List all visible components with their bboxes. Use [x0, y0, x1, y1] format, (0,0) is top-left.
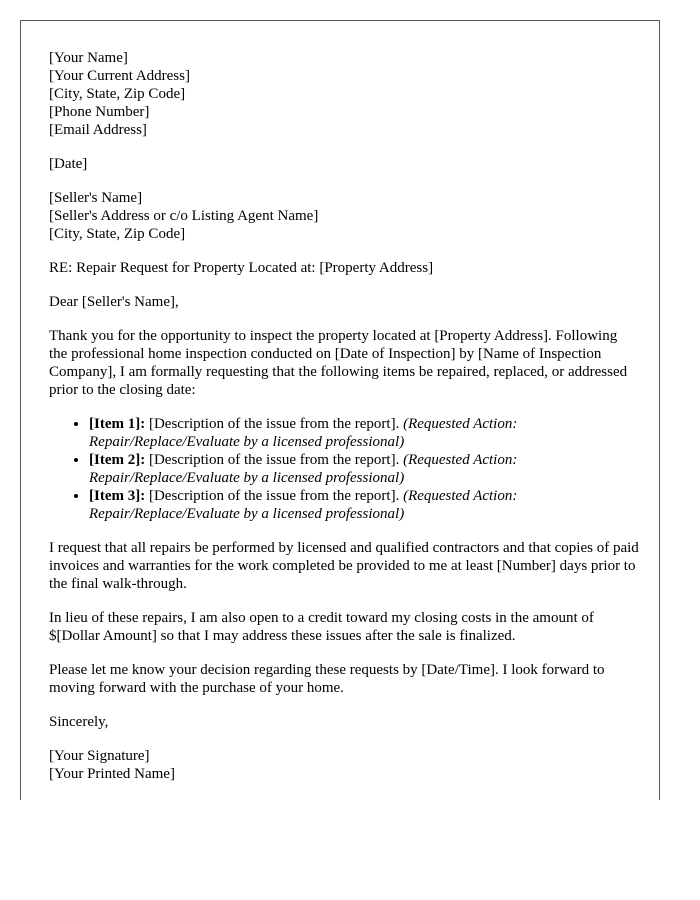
sender-address: [Your Current Address]: [49, 68, 190, 84]
letter-body: [49, 49, 639, 799]
sender-city-state-zip: [City, State, Zip Code]: [49, 86, 186, 102]
item-requested-action: (Requested Action: Repair/Replace/Evaluate by a licensed professional): [89, 488, 518, 522]
date-block: [49, 155, 639, 173]
repair-items-list: [49, 415, 639, 523]
signature: [Your Signature]: [49, 748, 150, 764]
recipient-city-state-zip: [City, State, Zip Code]: [49, 226, 186, 242]
closing: Sincerely,: [49, 714, 109, 730]
item-label: [Item 1]:: [89, 416, 146, 432]
list-item: [89, 451, 639, 487]
item-requested-action: (Requested Action: Repair/Replace/Evaluate by a licensed professional): [89, 416, 518, 450]
list-item: [89, 415, 639, 451]
item-description: [Description of the issue from the report].: [145, 488, 404, 504]
item-requested-action: (Requested Action: Repair/Replace/Evaluate by a licensed professional): [89, 452, 518, 486]
item-label: [Item 2]:: [89, 452, 146, 468]
subject-line: RE: Repair Request for Property Located at: [Property Address]: [49, 260, 434, 276]
decision-paragraph: Please let me know your decision regarding these requests by [Date/Time]. I look forward to moving forward with the purchase of your home.: [49, 662, 605, 696]
sender-email: [Email Address]: [49, 122, 147, 138]
recipient-block: [49, 189, 639, 243]
item-description: [Description of the issue from the report].: [145, 416, 404, 432]
intro-paragraph: Thank you for the opportunity to inspect the property located at [Property Address]. Following the professional home inspection conducted on [Date of Inspection] by [Name of Inspection Company], I am formally requesting that the following items be repaired, replaced, or addressed prior to the closing date:: [49, 328, 628, 398]
printed-name: [Your Printed Name]: [49, 766, 175, 782]
salutation: Dear [Seller's Name],: [49, 294, 179, 310]
item-label: [Item 3]:: [89, 488, 146, 504]
recipient-address: [Seller's Address or c/o Listing Agent Name]: [49, 208, 319, 224]
credit-paragraph: In lieu of these repairs, I am also open to a credit toward my closing costs in the amount of $[Dollar Amount] so that I may address these issues after the sale is finalized.: [49, 610, 594, 644]
contractors-paragraph: I request that all repairs be performed by licensed and qualified contractors and that copies of paid invoices and warranties for the work completed be provided to me at least [Number] days prior to the final walk-through.: [49, 540, 639, 592]
list-item: [89, 487, 639, 523]
item-description: [Description of the issue from the report].: [145, 452, 404, 468]
sender-phone: [Phone Number]: [49, 104, 150, 120]
sender-name: [Your Name]: [49, 50, 128, 66]
recipient-name: [Seller's Name]: [49, 190, 143, 206]
letter-date: [Date]: [49, 156, 88, 172]
letter-page: [20, 20, 660, 800]
signature-block: [49, 747, 639, 783]
sender-block: [49, 49, 639, 139]
